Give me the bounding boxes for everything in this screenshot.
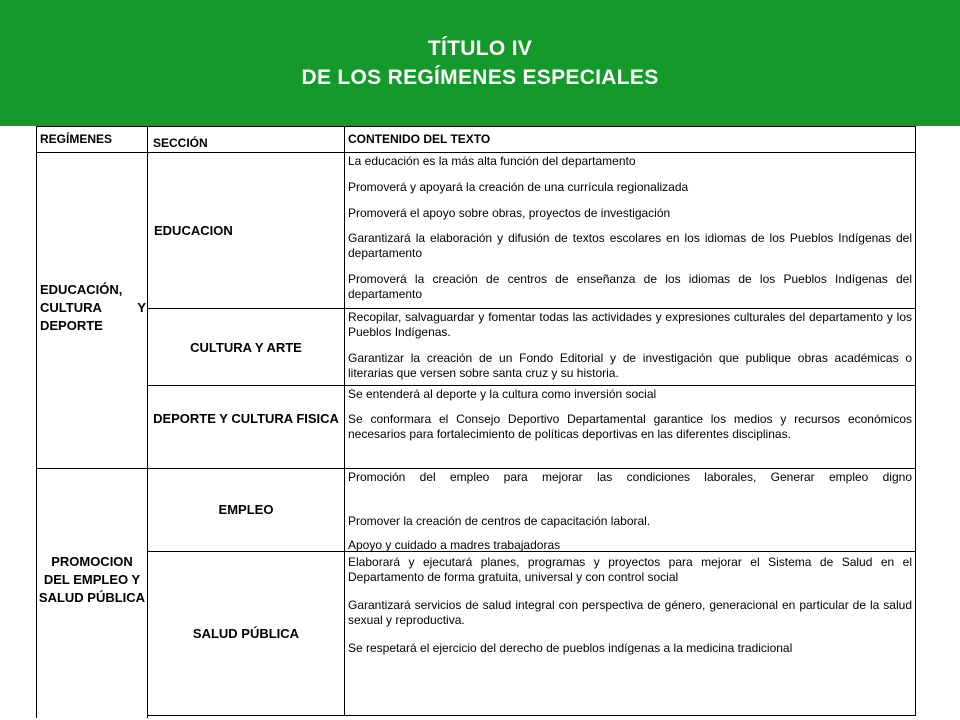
content-item: Se conformara el Consejo Deportivo Departamental garantice los medios y recursos económicos necesarios para fortalecimiento de políticas deportivas en las diferentes disciplinas. — [348, 412, 912, 441]
header-cell-regimenes — [36, 126, 148, 153]
content-cell-deporte — [344, 385, 916, 469]
content-item: Promoverá el apoyo sobre obras, proyectos de investigación — [348, 206, 671, 220]
content-cell-empleo — [344, 468, 916, 552]
content-item: Apoyo y cuidado a madres trabajadoras — [348, 538, 561, 552]
section-cell-deporte — [147, 385, 345, 469]
content-item: Garantizará servicios de salud integral con perspectiva de género, generacional en particular de la salud sexual y reproductiva. — [348, 598, 912, 627]
title-line-1: TÍTULO IV — [427, 37, 533, 60]
content-item: Elaborará y ejecutará planes, programas y proyectos para mejorar el Sistema de Salud en el Departamento de forma gratuita, universal y con control social — [348, 555, 912, 584]
content-item: Recopilar, salvaguardar y fomentar todas las actividades y expresiones culturales del departamento y los Pueblos Indígenas. — [348, 310, 912, 339]
content-cell-cultura-arte — [344, 308, 916, 386]
regime-cell-educacion-cultura-deporte — [36, 152, 148, 469]
section-label: EDUCACION — [154, 223, 233, 238]
content-item: Garantizar la creación de un Fondo Editorial y de investigación que publique obras académicas o literarias que versen sobre santa cruz y su historia. — [348, 351, 912, 380]
content-item: Se entenderá al deporte y la cultura como inversión social — [348, 387, 657, 401]
column-header-contenido: CONTENIDO DEL TEXTO — [348, 132, 491, 146]
content-cell-educacion — [344, 152, 916, 309]
section-label: SALUD PÚBLICA — [192, 626, 300, 641]
regime-cell-empleo-salud — [36, 468, 148, 718]
title-line-2: DE LOS REGÍMENES ESPECIALES — [301, 66, 659, 89]
header-cell-seccion — [147, 126, 345, 153]
column-header-regimenes: REGÍMENES — [40, 132, 113, 146]
regime-label: EDUCACIÓN, CULTURA Y DEPORTE — [40, 282, 146, 333]
content-item: Promover la creación de centros de capacitación laboral. — [348, 514, 651, 528]
section-cell-educacion — [147, 152, 345, 309]
content-item: La educación es la más alta función del departamento — [348, 154, 636, 168]
section-label: CULTURA Y ARTE — [190, 340, 302, 355]
content-item: Promoción del empleo para mejorar las condiciones laborales, Generar empleo digno — [348, 470, 912, 484]
section-cell-cultura-arte — [147, 308, 345, 386]
column-header-seccion: SECCIÓN — [153, 136, 208, 150]
regimes-table — [36, 126, 916, 716]
content-item: Promoverá la creación de centros de enseñanza de los idiomas de los Pueblos Indígenas del departamento — [348, 272, 912, 301]
section-cell-empleo — [147, 468, 345, 552]
section-cell-salud — [147, 551, 345, 716]
content-item: Promoverá y apoyará la creación de una currícula regionalizada — [348, 180, 689, 194]
title-banner — [0, 0, 960, 126]
content-item: Garantizará la elaboración y difusión de textos escolares en los idiomas de los Pueblos Indígenas del departamento — [348, 231, 912, 260]
section-label: EMPLEO — [218, 502, 274, 517]
content-cell-salud — [344, 551, 916, 716]
section-label: DEPORTE Y CULTURA FISICA — [153, 411, 339, 426]
header-cell-contenido — [344, 126, 916, 153]
regime-label: PROMOCION DEL EMPLEO Y SALUD PÚBLICA — [38, 554, 146, 605]
content-item: Se respetará el ejercicio del derecho de pueblos indígenas a la medicina tradicional — [348, 641, 793, 655]
